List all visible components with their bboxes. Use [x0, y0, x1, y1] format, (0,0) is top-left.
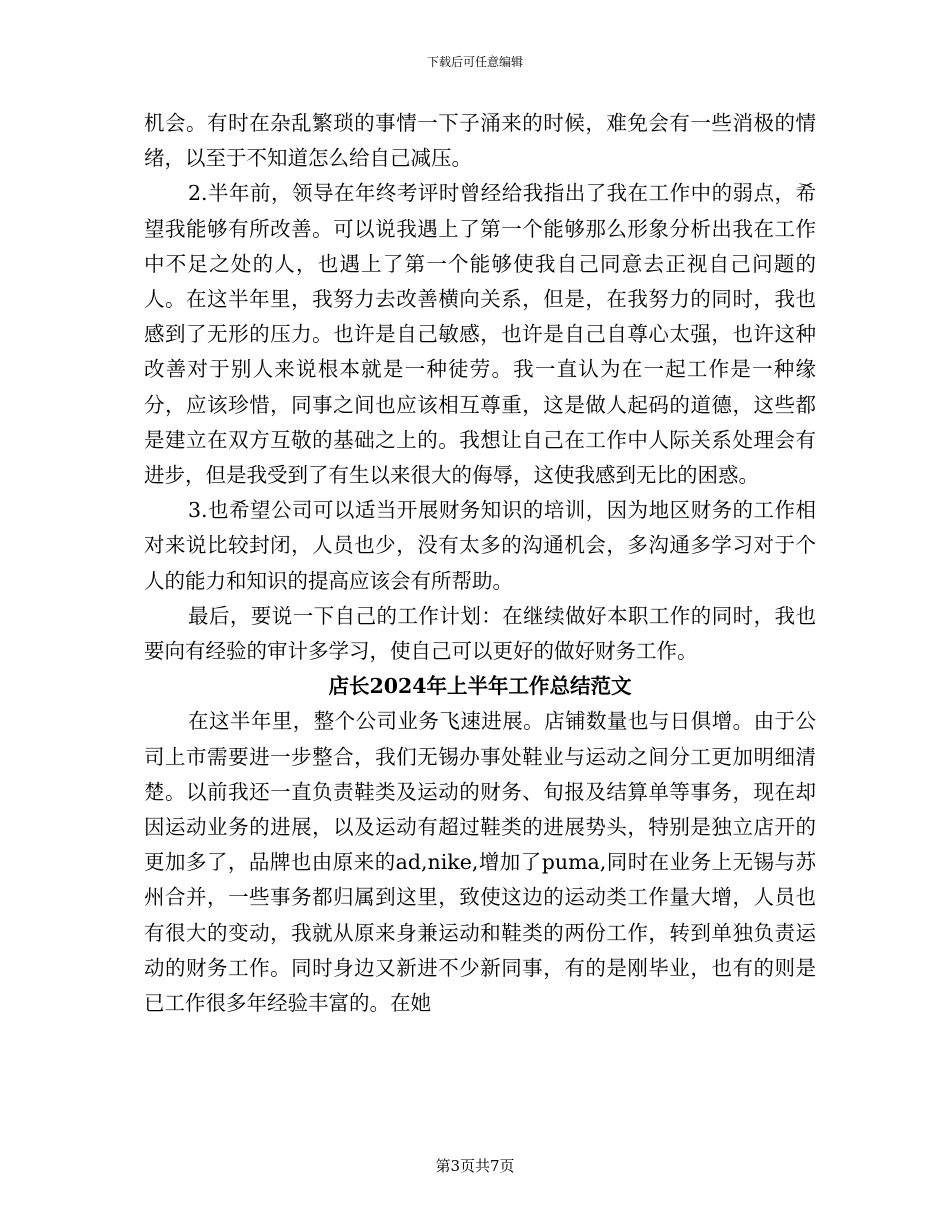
paragraph-point-3: 3.也希望公司可以适当开展财务知识的培训，因为地区财务的工作相对来说比较封闭，人员也少，没有太多的沟通机会，多沟通多学习对于个人的能力和知识的提高应该会有所帮助。: [144, 498, 816, 593]
paragraph-closing: 最后，要说一下自己的工作计划：在继续做好本职工作的同时，我也要向有经验的审计多学习，使自己可以更好的做好财务工作。: [144, 603, 816, 664]
paragraph-continuation: 机会。有时在杂乱繁琐的事情一下子涌来的时候，难免会有一些消极的情绪，以至于不知道怎么给自己减压。: [144, 111, 816, 171]
paragraph-point-2: 2.半年前，领导在年终考评时曾经给我指出了我在工作中的弱点，希望我能够有所改善。可以说我遇上了第一个能够那么形象分析出我在工作中不足之处的人，也遇上了第一个能够使我自己同意去正视自己问题的人。在这半年里，我努力去改善横向关系，但是，在我努力的同时，我也感到了无形的压力。也许是自己敏感，也许是自己自尊心太强，也许这种改善对于别人来说根本就是一种徒劳。我一直认为在一起工作是一种缘分，应该珍惜，同事之间也应该相互尊重，这是做人起码的道德，这些都是建立在双方互敬的基础之上的。我想让自己在工作中人际关系处理会有进步，但是我受到了有生以来很大的侮辱，这使我感到无比的困惑。: [144, 181, 816, 488]
page-header-note: 下载后可任意编辑: [426, 55, 523, 69]
section-paragraph: 在这半年里，整个公司业务飞速进展。店铺数量也与日俱增。由于公司上市需要进一步整合，我们无锡办事处鞋业与运动之间分工更加明细清楚。以前我还一直负责鞋类及运动的财务、旬报及结算单等事务，现在却因运动业务的进展，以及运动有超过鞋类的进展势头，特别是独立店开的更加多了，品牌也由原来的ad,nike,增加了puma,同时在业务上无锡与苏州合并，一些事务都归属到这里，致使这边的运动类工作量大增，人员也有很大的变动，我就从原来身兼运动和鞋类的两份工作，转到单独负责运动的财务工作。同时身边又新进不少新同事，有的是刚毕业，也有的则是已工作很多年经验丰富的。在她: [144, 709, 816, 1016]
page-footer-number: 第3页共7页: [435, 1157, 515, 1175]
section-title: 店长2024年上半年工作总结范文: [328, 674, 632, 699]
document-body: [144, 106, 816, 1021]
